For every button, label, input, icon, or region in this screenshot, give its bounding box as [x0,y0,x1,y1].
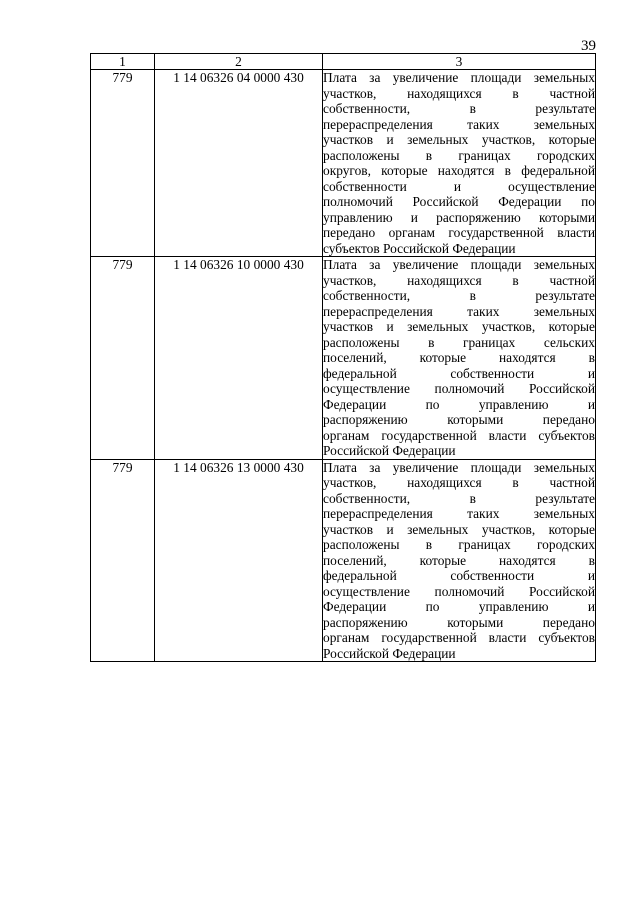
description-line: передано органам государственной власти [323,225,595,240]
administrator-code-cell: 779 [91,459,155,662]
table-row [91,459,596,662]
description-line: поселений, которые находятся в [323,350,595,365]
description-line: расположены в границах городских [323,147,595,163]
table-row [91,70,596,257]
description-line: участков и земельных участков, которые [323,521,595,537]
column-header-1: 1 [91,54,155,70]
table-header-row [91,54,596,70]
budget-classification-code-cell: 1 14 06326 13 0000 430 [155,459,323,662]
table-row [91,257,596,460]
budget-codes-table [90,53,596,662]
description-line: распоряжению которыми передано [323,412,595,427]
description-line: управлению и распоряжению которыми [323,209,595,225]
description-line: федеральной собственности и [323,568,595,583]
description-line: перераспределения таких земельных [323,116,595,132]
description-line: распоряжению которыми передано [323,614,595,630]
description-line: расположены в границах сельских [323,334,595,350]
description-line: осуществление полномочий Российской [323,381,595,396]
description-line: Плата за увеличение площади земельных [323,459,595,475]
income-description-cell [323,70,596,257]
page-number: 39 [581,38,596,54]
description-line: собственности, в результате [323,101,595,116]
description-line: участков, находящихся в частной [323,85,595,101]
description-line: поселений, которые находятся в [323,552,595,568]
description-line: Плата за увеличение площади земельных [323,257,595,272]
description-line: участков и земельных участков, которые [323,319,595,334]
administrator-code-cell: 779 [91,70,155,257]
budget-classification-code-cell: 1 14 06326 04 0000 430 [155,70,323,257]
description-line: полномочий Российской Федерации по [323,194,595,209]
description-line: собственности, в результате [323,288,595,303]
description-line: органам государственной власти субъектов [323,427,595,443]
description-line: перераспределения таких земельных [323,506,595,521]
description-line: федеральной собственности и [323,365,595,381]
description-line: участков, находящихся в частной [323,272,595,288]
description-line: округов, которые находятся в федеральной [323,163,595,178]
description-line: Российской Федерации [323,645,456,661]
administrator-code-cell: 779 [91,257,155,460]
description-line: участков, находящихся в частной [323,475,595,490]
description-line: Федерации по управлению и [323,396,595,412]
column-header-2: 2 [155,54,323,70]
income-description-cell [323,257,596,460]
column-header-3: 3 [323,54,596,70]
description-line: перераспределения таких земельных [323,303,595,319]
description-line: Российской Федерации [323,443,456,458]
budget-classification-code-cell: 1 14 06326 10 0000 430 [155,257,323,460]
description-line: участков и земельных участков, которые [323,132,595,147]
description-line: расположены в границах городских [323,537,595,552]
description-line: субъектов Российской Федерации [323,240,516,256]
description-line: собственности и осуществление [323,178,595,194]
description-line: Федерации по управлению и [323,599,595,614]
description-line: Плата за увеличение площади земельных [323,70,595,85]
description-line: органам государственной власти субъектов [323,630,595,645]
income-description-cell [323,459,596,662]
description-line: осуществление полномочий Российской [323,583,595,599]
description-line: собственности, в результате [323,490,595,506]
